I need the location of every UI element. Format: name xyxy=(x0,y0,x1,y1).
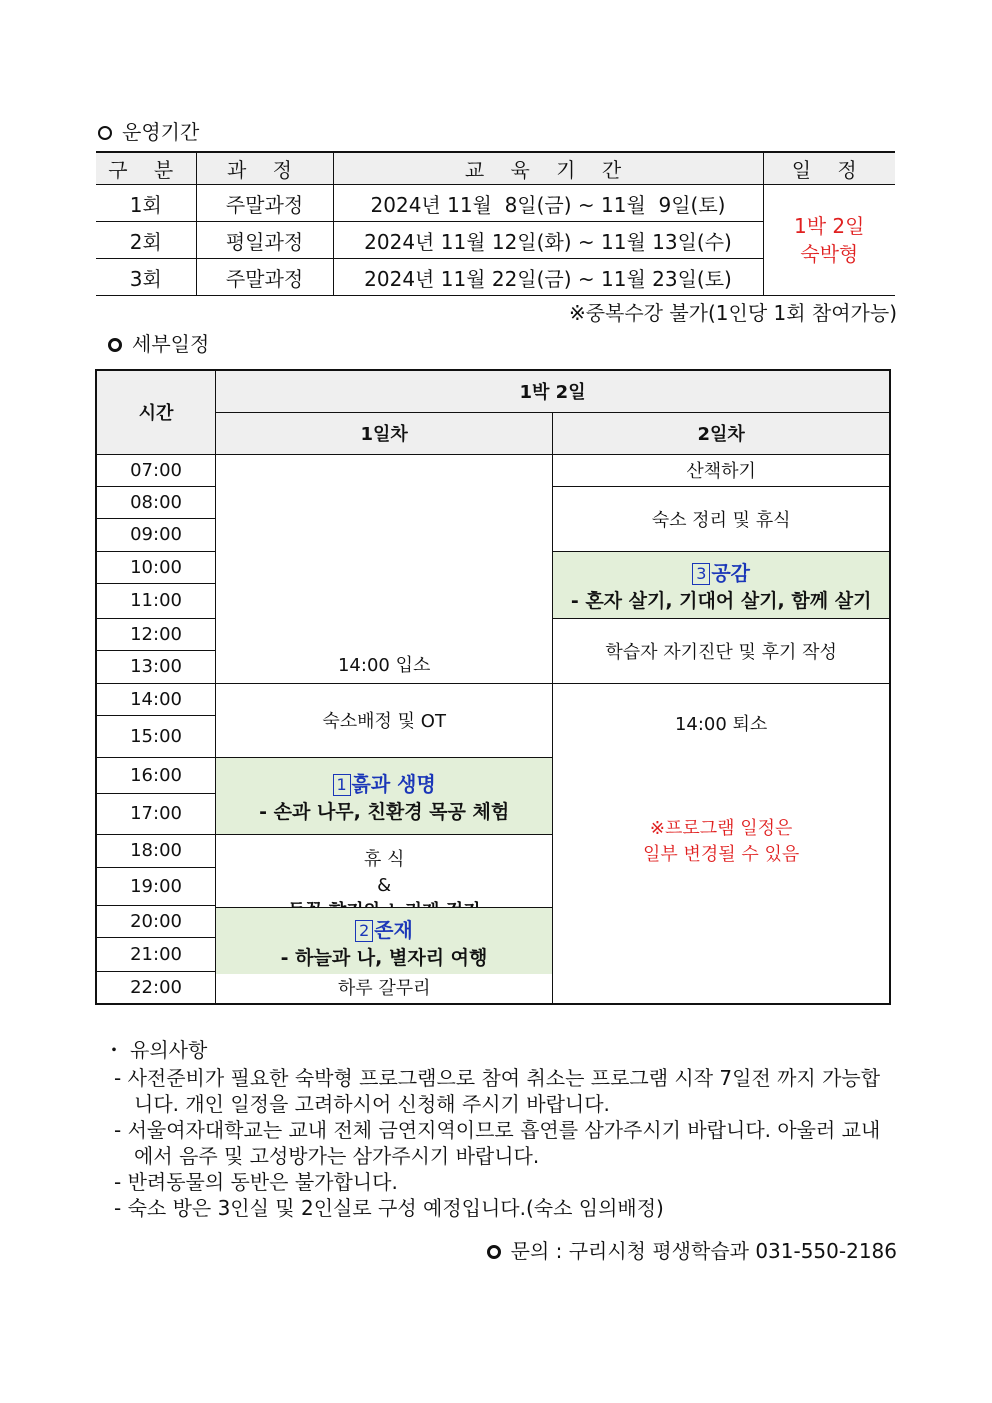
circle-bullet-icon xyxy=(108,338,122,352)
day2-walk: 산책하기 xyxy=(553,454,890,486)
time-cell: 08:00 xyxy=(96,486,216,518)
time-cell: 17:00 xyxy=(96,793,216,834)
schedule-type-line1: 1박 2일 xyxy=(794,214,865,238)
course-type: 주말과정 xyxy=(196,259,333,296)
schedule-header-row xyxy=(96,370,890,412)
day1-wrapup: 하루 갈무리 xyxy=(216,971,553,1004)
program-number-badge: 1 xyxy=(333,774,351,796)
day1-orientation: 숙소배정 및 OT xyxy=(216,683,553,757)
program-number-badge: 2 xyxy=(355,920,373,942)
list-item: - 반려동물의 동반은 불가합니다. xyxy=(114,1170,398,1194)
time-cell: 18:00 xyxy=(96,834,216,867)
session-no: 3회 xyxy=(96,259,196,296)
course-dates: 2024년 11월 8일(금) ~ 11월 9일(토) xyxy=(333,185,763,222)
day2-cleanup: 숙소 정리 및 휴식 xyxy=(553,486,890,551)
program-title: 3 공감 xyxy=(553,557,889,586)
program-description: - 혼자 살기, 기대어 살기, 함께 살기 xyxy=(570,589,872,612)
course-type: 평일과정 xyxy=(196,222,333,259)
schedule-type-line2: 숙박형 xyxy=(800,242,859,266)
list-item: - 서울여자대학교는 교내 전체 금연지역이므로 흡연를 삼가주시기 바랍니다. 아울러 교내에서 음주 및 고성방가는 삼가주시기 바랍니다. xyxy=(114,1118,881,1168)
program-title: 1 흙과 생명 xyxy=(216,768,552,797)
circle-bullet-icon xyxy=(487,1245,501,1259)
table-row xyxy=(96,683,890,715)
period-col-schedule: 일 정 xyxy=(763,152,895,185)
time-cell: 11:00 xyxy=(96,583,216,618)
period-col-no: 구 분 xyxy=(96,152,196,185)
time-cell: 07:00 xyxy=(96,454,216,486)
program-number-badge: 3 xyxy=(692,563,710,585)
schedule-header-row xyxy=(96,412,890,454)
schedule-change-note: ※프로그램 일정은 일부 변경될 수 있음 xyxy=(642,817,800,865)
program-description: - 하늘과 나, 별자리 여행 xyxy=(280,947,488,969)
circle-bullet-icon xyxy=(98,126,112,140)
program-title: 2 존재 xyxy=(216,914,552,943)
day2-self-diagnosis: 학습자 자기진단 및 후기 작성 xyxy=(553,618,890,683)
time-cell: 19:00 xyxy=(96,867,216,905)
checkout-label: 14:00 퇴소 xyxy=(674,713,768,735)
schedule-type xyxy=(763,185,895,296)
period-col-dates: 교 육 기 간 xyxy=(333,152,763,185)
day1-checkin: 14:00 입소 xyxy=(216,454,553,683)
day1-program-2-block xyxy=(216,907,552,974)
course-dates: 2024년 11월 22일(금) ~ 11월 23일(토) xyxy=(333,259,763,296)
header-day2: 2일차 xyxy=(553,412,890,454)
list-item: - 사전준비가 필요한 숙박형 프로그램으로 참여 취소는 프로그램 시작 7일전 까지 가능합니다. 개인 일정을 고려하시어 신청해 주시기 바랍니다. xyxy=(114,1066,881,1116)
day2-program-3 xyxy=(553,551,890,618)
time-cell: 12:00 xyxy=(96,618,216,650)
time-cell: 09:00 xyxy=(96,518,216,551)
course-type: 주말과정 xyxy=(196,185,333,222)
day1-program-1 xyxy=(216,757,553,834)
table-row xyxy=(96,185,895,222)
time-cell: 15:00 xyxy=(96,715,216,757)
header-span: 1박 2일 xyxy=(216,370,890,412)
header-time: 시간 xyxy=(96,370,216,454)
time-cell: 22:00 xyxy=(96,971,216,1004)
course-dates: 2024년 11월 12일(화) ~ 11월 13일(수) xyxy=(333,222,763,259)
session-no: 2회 xyxy=(96,222,196,259)
period-heading: 운영기간 xyxy=(98,116,199,145)
period-col-course: 과 정 xyxy=(196,152,333,185)
time-cell: 20:00 xyxy=(96,905,216,937)
time-cell: 21:00 xyxy=(96,937,216,971)
time-cell: 14:00 xyxy=(96,683,216,715)
period-header-row xyxy=(96,152,895,185)
session-no: 1회 xyxy=(96,185,196,222)
notes-section xyxy=(104,1037,884,1221)
notes-heading: ・ 유의사항 xyxy=(104,1038,208,1062)
time-cell: 10:00 xyxy=(96,551,216,583)
day1-rest-walk: 휴 식 & xyxy=(216,834,553,937)
detail-heading: 세부일정 xyxy=(108,328,209,357)
table-row xyxy=(96,454,890,486)
program-description: - 손과 나무, 친환경 목공 체험 xyxy=(259,800,510,823)
duplicate-enrollment-note: ※중복수강 불가(1인당 1회 참여가능) xyxy=(568,301,897,325)
list-item: - 숙소 방은 3인실 및 2인실로 구성 예정입니다.(숙소 임의배정) xyxy=(114,1196,664,1220)
day2-checkout xyxy=(553,683,890,1004)
time-cell: 13:00 xyxy=(96,650,216,683)
time-cell: 16:00 xyxy=(96,757,216,793)
period-table xyxy=(96,151,895,296)
contact-line: 문의 : 구리시청 평생학습과 031-550-2186 xyxy=(487,1235,897,1264)
header-day1: 1일차 xyxy=(216,412,553,454)
